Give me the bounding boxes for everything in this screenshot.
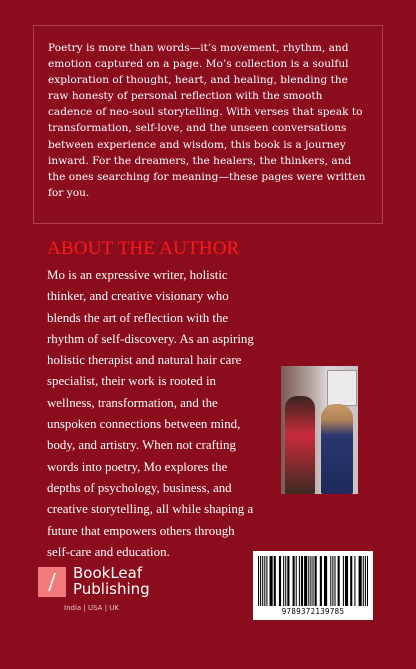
barcode-bar xyxy=(266,556,267,606)
barcode-bar xyxy=(296,556,297,606)
barcode-bar xyxy=(315,556,317,606)
barcode-bar xyxy=(320,556,322,606)
barcode-bar xyxy=(345,556,348,606)
photo-window xyxy=(327,370,357,406)
barcode-bar xyxy=(363,556,364,606)
barcode-bar xyxy=(299,556,300,606)
barcode-bar xyxy=(258,556,259,606)
barcode-bar xyxy=(285,556,286,606)
barcode-bar xyxy=(312,556,313,606)
barcode-bar xyxy=(260,556,261,606)
barcode-bar xyxy=(332,556,333,606)
blurb-box xyxy=(33,25,383,224)
barcode-bar xyxy=(334,556,335,606)
barcode-bar xyxy=(274,556,276,606)
publisher-name-line1: BookLeaf xyxy=(73,564,143,582)
barcode-bar xyxy=(350,556,352,606)
isbn-barcode xyxy=(253,551,373,620)
barcode-bar xyxy=(262,556,263,606)
slash-mark-icon xyxy=(38,567,66,597)
author-photo xyxy=(281,366,358,494)
barcode-bar xyxy=(283,556,284,606)
barcode-bar xyxy=(270,556,273,606)
barcode-bar xyxy=(293,556,295,606)
barcode-bar xyxy=(264,556,265,606)
barcode-bar xyxy=(365,556,366,606)
blurb-text: Poetry is more than words—it’s movement, rhythm, and emotion captured on a page. Mo’s collection is a soulful exploration of thought, heart, and healing, blending the raw honesty of personal reflection with the smooth cadence of neo-soul storytelling. With verses that speak to transformation, self-love, and the unseen conversations between experience and wisdom, this book is a journey inward. For the dreamers, the healers, the thinkers, and the ones searching for meaning—these pages were written for you. xyxy=(48,42,366,199)
author-bio: Mo is an expressive writer, holistic thinker, and creative visionary who blends the art of reflection with the rhythm of self-discovery. As an aspiring holistic therapist and natural hair care specialist, their work is rooted in wellness, transformation, and the unspoken connections between mind, body, and artistry. When not crafting words into poetry, Mo explores the depths of psychology, business, and creative storytelling, all while shaping a future that empowers others through self-care and education. xyxy=(47,268,254,559)
publisher-name-line2: Publishing xyxy=(73,580,150,598)
publisher-regions: India | USA | UK xyxy=(64,604,119,612)
barcode-bar xyxy=(304,556,307,606)
barcode-bar xyxy=(359,556,362,606)
isbn-number: 9789372139785 xyxy=(281,607,345,616)
barcode-bar xyxy=(308,556,309,606)
photo-person-left xyxy=(285,396,315,494)
barcode-bar xyxy=(301,556,303,606)
about-author-heading: ABOUT THE AUTHOR xyxy=(47,238,240,259)
barcode-bar xyxy=(330,556,331,606)
barcode-bar xyxy=(338,556,340,606)
barcode-bar xyxy=(279,556,281,606)
barcode-bar xyxy=(354,556,355,606)
barcode-bar xyxy=(367,556,368,606)
barcode-bar xyxy=(343,556,344,606)
barcode-bar xyxy=(324,556,327,606)
publisher-logo xyxy=(38,565,166,615)
barcode-bar xyxy=(310,556,311,606)
barcode-bar xyxy=(287,556,289,606)
photo-person-right xyxy=(321,404,353,494)
barcode-bars xyxy=(258,556,368,606)
